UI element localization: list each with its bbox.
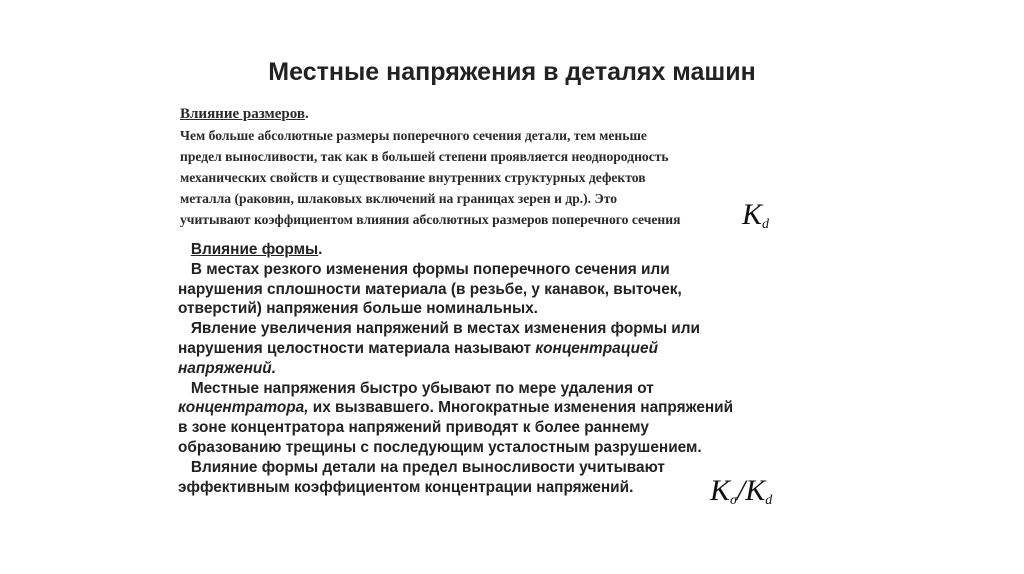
shape-effect-line [178, 359, 808, 379]
shape-effect-line: Влияние формы детали на предел выносливости учитывают [190, 458, 665, 476]
shape-effect-line: эффективным коэффициентом концентрации напряжений. [178, 478, 634, 496]
slide-title: Местные напряжения в деталях машин [268, 58, 756, 86]
kd-formula: $K_d$ [742, 198, 770, 232]
size-effect-section [180, 104, 820, 230]
term-concentrator: концентратора, [178, 399, 309, 417]
shape-effect-line: нарушения целостности материала называют концентрацией [178, 339, 659, 357]
shape-effect-line: В местах резкого изменения формы поперечного сечения или [190, 260, 670, 278]
size-effect-line: Чем больше абсолютные размеры поперечного сечения детали, тем меньше [180, 128, 647, 143]
shape-effect-heading: Влияние формы. [190, 241, 323, 258]
size-effect-line: металла (раковин, шлаковых включений на границах зерен и др.). Это [180, 191, 617, 206]
term-concentration: концентрацией [535, 339, 659, 357]
size-effect-line: учитывают коэффициентом влияния абсолютных размеров поперечного сечения [180, 212, 681, 227]
size-effect-heading: Влияние размеров. [180, 106, 309, 122]
shape-effect-line: концентратора, их вызвавшего. Многократные изменения напряжений [178, 399, 734, 417]
shape-effect-section [178, 240, 808, 497]
shape-effect-line: образованию трещины с последующим усталостным разрушением. [178, 438, 702, 456]
shape-effect-line: Местные напряжения быстро убывают по мере удаления от [190, 379, 654, 397]
shape-effect-line: нарушения сплошности материала (в резьбе, у канавок, выточек, [178, 280, 682, 298]
shape-effect-line: Явление увеличения напряжений в местах изменения формы или [190, 320, 700, 338]
shape-effect-line: отверстий) напряжения больше номинальных. [178, 300, 538, 318]
term-stresses: напряжений. [178, 359, 276, 377]
size-effect-line: предел выносливости, так как в большей степени проявляется неоднородность [180, 149, 669, 164]
shape-effect-line: в зоне концентратора напряжений приводят к более раннему [178, 419, 649, 437]
size-effect-line: механических свойств и существование внутренних структурных дефектов [180, 170, 646, 185]
ksigma-kd-formula: $K_\sigma/K_d$ [710, 474, 773, 508]
